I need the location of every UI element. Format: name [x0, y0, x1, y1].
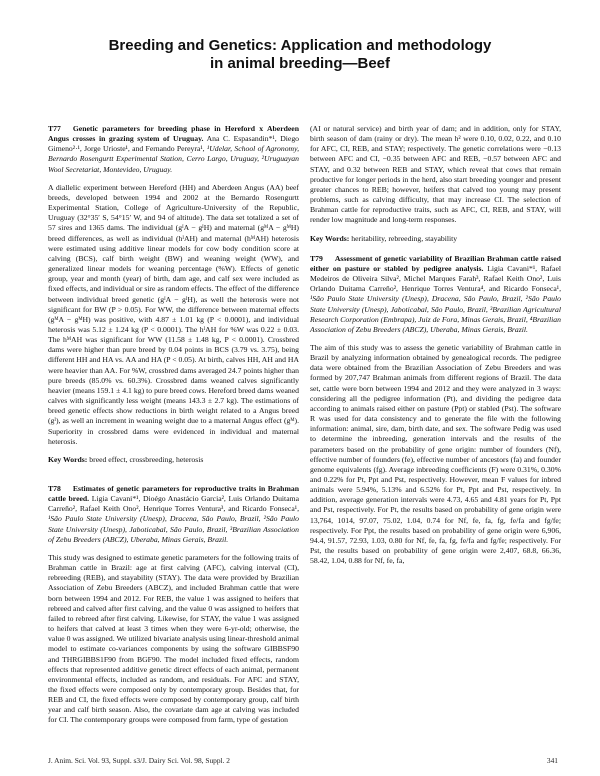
abstract-authors: Ligia Cavani*¹, Rafael Medeiros de Oliveira Silva², Michel Marques Farah³, Rafael Keith Ono², Luis Orlando Duitama Carreño², Henrique Torres Ventura⁴, and Ricardo Fonseca¹, — [310, 263, 561, 294]
abstract-id: T78 — [48, 484, 61, 493]
keywords — [310, 234, 561, 244]
section-title — [0, 37, 600, 73]
journal-citation: J. Anim. Sci. Vol. 93, Suppl. s3/J. Dairy Sci. Vol. 98, Suppl. 2 — [48, 756, 230, 765]
abstract-authors: Ana C. Espasandin*¹, Diego Gimeno²·¹, Jorge Urioste¹, and Fernando Pereyra¹, — [48, 134, 300, 154]
abstract-title: Estimates of genetic parameters for reproductive traits in Brahman cattle breed. — [48, 484, 299, 504]
abstract-authors: Ligia Cavani*¹, Dioégo Anastácio Garcia², Luis Orlando Duitama Carreño², Rafael Keith Ono², Henrique Torres Ventura³, and Ricardo Fonseca¹, — [48, 494, 300, 514]
abstract-t78 — [48, 484, 299, 726]
left-column — [48, 124, 299, 735]
abstract-title: Genetic parameters for breeding phase in Hereford x Aberdeen Angus crosses in grazing system of Uruguay. — [48, 124, 299, 144]
abstract-title: Assessment of genetic variability of Brazilian Brahman cattle raised either on pasture or stabled by pedigree analysis. — [310, 253, 561, 273]
keywords-text: breed effect, crossbreeding, heterosis — [89, 454, 204, 464]
abstract-t77 — [48, 124, 299, 465]
section-title-line2: in animal breeding—Beef — [209, 55, 391, 72]
abstract-body: The aim of this study was to assess the genetic variability of Brahman cattle in Brazil by analyzing information obtained by genealogical records. The pedigree data were obtained from the Brazilian Association of Zebu Breeders and was formed by 207,747 Brahman animals from different regions of Brazil. The data set, cattle were born between 1994 and 2012 and they were analyzed in 3 ways: considering all the pedigree information (Pt), and dividing the pedigree data according to animals raised either on pasture (Ppt) or stabled (Pst). The software R was used for data consistency and to generate the file with the following information: animal, sire, dam, birth date, and sex. The software Pedig was used to determine the inbreeding, generation intervals and the results of the parameters based on the probability of gene origin: number of founders (Nf), effective number of founders (fe), effective number of ancestors (fa) and founder genome equivalents (fg). Average inbreeding coefficients (F) were 0.31%, 0.30% and 0.22% for Pt, Ppt and Pst, respectively. However, mean F values for inbred animals were 5.94%, 5.13% and 6.52% for Pt, Ppt and Pst, respectively. In addition, average generation intervals were 4.73, 4.65 and 4.81 years for Pt, Ppt and Pst, respectively. For Pt, the results based on probability of gene origin were 13,764, 1014, 97.07, 75.02, 1.04, 0.74 for Nf, fe, fa, fg, fe/fa and fg/fe; respectively. For Ppt, the results based on probability of gene origin were 6,906, 94.4, 91.57, 72.93, 1.03, 0.80 for Nf, fe, fa, fg, fe/fa and fg/fe; respectively. For Pst, the results based on probability of gene origin were 2,407, 68.8, 66.36, 58.42, 1.04, 0.88 for Nf, fe, fa, — [310, 342, 561, 566]
abstract-affiliations: ¹Udelar, School of Agronomy, Bernardo Rosengurtt Experimental Station, Cerro Largo, Uruguay, ²Uruguayan Wool Secretariat, Montevideo, Uruguay. — [48, 144, 299, 174]
page-number: 341 — [546, 756, 558, 765]
section-title-line1: Breeding and Genetics: Application and methodology — [108, 37, 492, 54]
right-column — [310, 124, 561, 575]
abstract-body: This study was designed to estimate genetic parameters for the following traits of Brahman cattle in Brazil: age at first calving (AFC), calving interval (CI), rebreeding (REB), and stayability (STAY). The data were provided by Brazilian Association of Zebu Breeders (ABCZ), and included Brahman cattle that were born between 1994 and 2012. For REB, the value 1 was assigned to heifers that rebreed and calved after first calving, and the value 0 was assigned to heifers that failed to rebreed after first calving. Likewise, for STAY, the value 1 was assigned to heifers that calved at least 3 times when they were 6-yr-old; otherwise, the value 0 was assigned. We utilized bivariate analysis using linear-threshold animal model to estimate co-variances components by using the software GIBBSF90 and THRGIBBS1F90 from BGF90. The model included fixed effects, random effects that represented additive genetic direct effects of each animal, permanent environmental effects, included as random, and residuals. For AFC and STAY, the fixed effects were composed only by contemporary group. Besides that, for REB and CI, the fixed effects were composed by contemporary group, calf birth year and calf birth season. Also, the covariate dam age at calving was included for CI. The contemporary groups were composed from farm, type of gestation — [48, 552, 299, 725]
keywords — [48, 455, 299, 465]
keywords-label: Key Words: — [48, 454, 88, 464]
abstract-affiliations: ¹São Paulo State University (Unesp), Dracena, São Paulo, Brazil, ²São Paulo State University (Unesp), Jaboticabal, São Paulo, Brazil, ³Brazilian Agricultural Research Corporation (Embrapa), Juiz de Fora, Minas Gerais, Brazil, ⁴Brazilian Association of Zebu Breeders (ABCZ), Uberaba, Minas Gerais, Brazil. — [310, 294, 561, 334]
keywords-text: heritability, rebreeding, stayability — [351, 233, 458, 243]
abstract-t79 — [310, 254, 561, 567]
page-footer — [48, 756, 558, 765]
abstract-body: A diallelic experiment between Hereford (HH) and Aberdeen Angus (AA) beef breeds, developed between 1994 and 2002 at the Bernardo Rosengurtt Experimental Station, College of Agriculture-University of the Republic, Uruguay (32°35′ S, 54°15′ W, and 94 of altitude). The data set totalized a set of 57 sires and 1365 dams. The individual (gᴵA − gᴵH) and maternal (gᴹA − gᴹH) breed differences, as well as individual (hᴵAH) and maternal (hᴹAH) heterosis were estimated using additive linear models for cow body condition score at calving (BCS), calf birth weight (BW) and weaning weight (WW), and generalized linear models for weaning percentage (%W). Effects of genetic group, year and month (year) of birth, dam age, and calf sex were included as fixed effects, and individual or sire as random effects. The effect of the difference between individual breed genetic (gᴵA − gᴵH), as well the heterosis were not significant for BW (P > 0.05). For WW, the difference between maternal effects (gᴹA − gᴹH) was positive, with 4.87 ± 1.01 kg (P < 0.0001), and individual heterosis was 5.12 ± 1.24 kg (P < 0.0001). The hᴵAH for %W was 0.22 ± 0.03. The hᴹAH was significant for WW (11.58 ± 1.48 kg, P < 0.0001). Crossbred dams were higher than pure breed by 0.04 points in BCS (3.79 vs. 3.75), being different HH and HA vs. AA and HA (P < 0.05). At birth, calves HH, AH and HA were heavier than AA. For %W, crossbred dams averaged 24.7 points higher than pure breeds (85.0% vs. 60.3%). Crossbred dams weaned calves significantly heavier (means 159.1 ± 4.1 kg) to pure breed cows. Hereford breed dams weaned calves with significantly less weight (means 143.3 ± 2.7 kg). The estimations of breed genetic effects show reductions in birth weight related to a Angus breed (gᴵ), as well an increment in weaning weight due to a maternal Angus effect (gᴹ). Superiority in crossbred dams were evidenced in individual and maternal heterosis. — [48, 182, 299, 446]
abstract-affiliations: ¹São Paulo State University (Unesp), Dracena, São Paulo, Brazil, ²São Paulo State University (Unesp), Jaboticabal, São Paulo, Brazil, ³Brazilian Association of Zebu Breeders (ABCZ), Uberaba, Minas Gerais, Brazil. — [48, 514, 299, 544]
abstract-id: T79 — [310, 253, 323, 263]
keywords-label: Key Words: — [310, 233, 350, 243]
abstract-body-continued: (AI or natural service) and birth year of dam; and in addition, only for STAY, birth season of dam (rainy or dry). The mean h² were 0.10, 0.02, 0.22, and 0.10 for AFC, CI, REB, and STAY; respectively. The genetic correlations were −0.13 between AFC and CI, −0.35 between AFC and REB, −0.57 between AFC and STAY, and 0.32 between REB and STAY, which reveal that cows that remain productive for longer periods in the herd, also start breeding younger and present greater chances to REB; however, heifers that calved too young may present problems, such as calving difficulty, that may increase CI. The selection of Brahman cattle for reproductive traits, such as AFC, CI, REB, and STAY, will render low magnitude and long-term responses. — [310, 124, 561, 225]
abstract-id: T77 — [48, 124, 61, 133]
